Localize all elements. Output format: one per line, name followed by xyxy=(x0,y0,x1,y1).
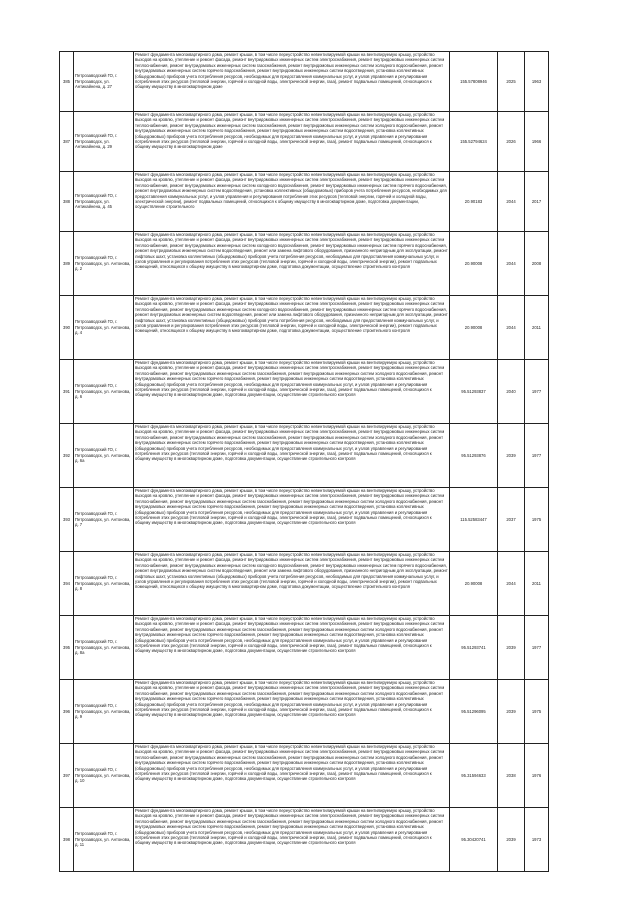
house-address: Петрозаводский ГО, г. Петрозаводск, ул. Антонова, д. 8 xyxy=(74,552,134,616)
repair-works: Ремонт фундамента многоквартирного дома, ремонт крыши, в том числе переустройство невентилируемой крыши на вентилируемую крышу, устройство выходов на кровлю, утепление и ремонт фасада, ремонт внутридомовых инженерных систем электроснабжения, ремонт внутридомовых инженерных систем теплоснабжения, ремонт внутридомовых инженерных систем газоснабжения, ремонт внутридомовых инженерных систем холодного водоснабжения, ремонт внутридомовых инженерных систем горячего водоснабжения, ремонт внутридомовых инженерных систем водоотведения, установка коллективных (общедомовых) приборов учета потребления ресурсов, необходимых для предоставления коммунальных услуг, и узлов управления и регулирования потребления этих ресурсов (тепловой энергии, горячей и холодной воды, электрической энергии, газа), ремонт подвальных помещений, относящихся к общему имуществу в многоквартирном доме xyxy=(134,112,450,172)
house-address: Петрозаводский ГО, г. Петрозаводск, ул. Антонова, д. 6а xyxy=(74,424,134,488)
house-address: Петрозаводский ГО, г. Петрозаводск, ул. Антикайнена, д. 27 xyxy=(74,52,134,112)
house-address: Петрозаводский ГО, г. Петрозаводск, ул. Антикайнена, д. 29 xyxy=(74,112,134,172)
house-address: Петрозаводский ГО, г. Петрозаводск, ул. Антонова, д. 4 xyxy=(74,296,134,360)
build-year: 1975 xyxy=(525,680,549,744)
table-row xyxy=(60,616,549,680)
house-code: 95.51293741 xyxy=(450,616,498,680)
table-row xyxy=(60,680,549,744)
row-number: 391 xyxy=(60,360,74,424)
planned-year: 2025 xyxy=(498,52,525,112)
repair-works: Ремонт фундамента многоквартирного дома, ремонт крыши, в том числе переустройство невентилируемой крыши на вентилируемую крышу, устройство выходов на кровлю, утепление и ремонт фасада, ремонт внутридомовых инженерных систем электроснабжения, ремонт внутридомовых инженерных систем теплоснабжения, ремонт внутридомовых инженерных систем газоснабжения, ремонт внутридомовых инженерных систем холодного водоснабжения, ремонт внутридомовых инженерных систем горячего водоснабжения, ремонт внутридомовых инженерных систем водоотведения, установка коллективных (общедомовых) приборов учета потребления ресурсов, необходимых для предоставления коммунальных услуг, и узлов управления и регулирования потребления этих ресурсов (тепловой энергии, горячей и холодной воды, электрической энергии, газа), ремонт подвальных помещений, относящихся к общему имуществу в многоквартирном доме, подготовка документации, осуществление строительного контроля xyxy=(134,424,450,488)
build-year: 1977 xyxy=(525,360,549,424)
row-number: 395 xyxy=(60,616,74,680)
house-code: 95.31594633 xyxy=(450,744,498,808)
house-code: 115.52583447 xyxy=(450,488,498,552)
table-row xyxy=(60,232,549,296)
repair-works: Ремонт фундамента многоквартирного дома, ремонт крыши, в том числе переустройство невентилируемой крыши на вентилируемую крышу, устройство выходов на кровлю, утепление и ремонт фасада, ремонт внутридомовых инженерных систем электроснабжения, ремонт внутридомовых инженерных систем теплоснабжения, ремонт внутридомовых инженерных систем холодного водоснабжения, ремонт внутридомовых инженерных систем горячего водоснабжения, ремонт внутридомовых инженерных систем водоотведения, ремонт или замена лифтового оборудования, признанного непригодным для эксплуатации, ремонт лифтовых шахт, установка коллективных (общедомовых) приборов учета потребления ресурсов, необходимых для предоставления коммунальных услуг, и узлов управления и регулирования потребления этих ресурсов (тепловой энергии, горячей и холодной воды, электрической энергии), ремонт подвальных помещений, относящихся к общему имуществу в многоквартирном доме, подготовка документации, осуществление строительного контроля xyxy=(134,296,450,360)
planned-year: 2026 xyxy=(498,112,525,172)
row-number: 398 xyxy=(60,808,74,872)
row-number: 390 xyxy=(60,296,74,360)
house-address: Петрозаводский ГО, г. Петрозаводск, ул. Антонова, д. 8а xyxy=(74,616,134,680)
planned-year: 2038 xyxy=(498,744,525,808)
table-row xyxy=(60,172,549,232)
table-row xyxy=(60,52,549,112)
house-address: Петрозаводский ГО, г. Петрозаводск, ул. Антикайнена, д. 45 xyxy=(74,172,134,232)
row-number: 385 xyxy=(60,52,74,112)
row-number: 388 xyxy=(60,172,74,232)
house-address: Петрозаводский ГО, г. Петрозаводск, ул. Антонова, д. 2 xyxy=(74,232,134,296)
house-code: 20.90008 xyxy=(450,232,498,296)
table-row xyxy=(60,424,549,488)
planned-year: 2044 xyxy=(498,232,525,296)
row-number: 392 xyxy=(60,424,74,488)
build-year: 2011 xyxy=(525,296,549,360)
house-code: 20.90008 xyxy=(450,296,498,360)
repair-works: Ремонт фундамента многоквартирного дома, ремонт крыши, в том числе переустройство невентилируемой крыши на вентилируемую крышу, устройство выходов на кровлю, утепление и ремонт фасада, ремонт внутридомовых инженерных систем электроснабжения, ремонт внутридомовых инженерных систем теплоснабжения, ремонт внутридомовых инженерных систем холодного водоснабжения, ремонт внутридомовых инженерных систем горячего водоснабжения, ремонт внутридомовых инженерных систем водоотведения, установка коллективных (общедомовых) приборов учета потребления ресурсов, необходимых для предоставления коммунальных услуг, и узлов управления и регулирования потребления этих ресурсов (тепловой энергии, горячей и холодной воды, электрической энергии), ремонт подвальных помещений, относящихся к общему имуществу в многоквартирном доме, подготовка документации, осуществление строительного xyxy=(134,172,450,232)
house-code: 95.51296095 xyxy=(450,680,498,744)
house-address: Петрозаводский ГО, г. Петрозаводск, ул. Антонова, д. 9 xyxy=(74,680,134,744)
house-code: 95.30420741 xyxy=(450,808,498,872)
repair-works: Ремонт фундамента многоквартирного дома, ремонт крыши, в том числе переустройство невентилируемой крыши на вентилируемую крышу, устройство выходов на кровлю, утепление и ремонт фасада, ремонт внутридомовых инженерных систем электроснабжения, ремонт внутридомовых инженерных систем теплоснабжения, ремонт внутридомовых инженерных систем газоснабжения, ремонт внутридомовых инженерных систем холодного водоснабжения, ремонт внутридомовых инженерных систем горячего водоснабжения, ремонт внутридомовых инженерных систем водоотведения, установка коллективных (общедомовых) приборов учета потребления ресурсов, необходимых для предоставления коммунальных услуг, и узлов управления и регулирования потребления этих ресурсов (тепловой энергии, горячей и холодной воды, электрической энергии, газа), ремонт подвальных помещений, относящихся к общему имуществу в многоквартирном доме, подготовка документации, осуществление строительного контроля xyxy=(134,360,450,424)
capital-repair-table xyxy=(59,51,549,872)
house-code: 20.90008 xyxy=(450,552,498,616)
table-row xyxy=(60,360,549,424)
table-row xyxy=(60,296,549,360)
table-row xyxy=(60,552,549,616)
build-year: 1963 xyxy=(525,52,549,112)
table-row xyxy=(60,808,549,872)
build-year: 2008 xyxy=(525,232,549,296)
repair-works: Ремонт фундамента многоквартирного дома, ремонт крыши, в том числе переустройство невентилируемой крыши на вентилируемую крышу, устройство выходов на кровлю, утепление и ремонт фасада, ремонт внутридомовых инженерных систем электроснабжения, ремонт внутридомовых инженерных систем теплоснабжения, ремонт внутридомовых инженерных систем газоснабжения, ремонт внутридомовых инженерных систем холодного водоснабжения, ремонт внутридомовых инженерных систем горячего водоснабжения, ремонт внутридомовых инженерных систем водоотведения, установка коллективных (общедомовых) приборов учета потребления ресурсов, необходимых для предоставления коммунальных услуг, и узлов управления и регулирования потребления этих ресурсов (тепловой энергии, горячей и холодной воды, электрической энергии, газа), ремонт подвальных помещений, относящихся к общему имуществу в многоквартирном доме, подготовка документации, осуществление строительного контроля xyxy=(134,808,450,872)
house-address: Петрозаводский ГО, г. Петрозаводск, ул. Антонова, д. 11 xyxy=(74,808,134,872)
build-year: 2011 xyxy=(525,552,549,616)
build-year: 1976 xyxy=(525,744,549,808)
house-address: Петрозаводский ГО, г. Петрозаводск, ул. Антонова, д. 6 xyxy=(74,360,134,424)
build-year: 2017 xyxy=(525,172,549,232)
planned-year: 2037 xyxy=(498,488,525,552)
build-year: 1977 xyxy=(525,616,549,680)
build-year: 1966 xyxy=(525,112,549,172)
house-code: 95.51293876 xyxy=(450,424,498,488)
build-year: 1975 xyxy=(525,488,549,552)
planned-year: 2040 xyxy=(498,360,525,424)
table-row xyxy=(60,488,549,552)
planned-year: 2039 xyxy=(498,808,525,872)
house-address: Петрозаводский ГО, г. Петрозаводск, ул. Антонова, д. 7 xyxy=(74,488,134,552)
row-number: 394 xyxy=(60,552,74,616)
row-number: 389 xyxy=(60,232,74,296)
build-year: 1977 xyxy=(525,424,549,488)
house-address: Петрозаводский ГО, г. Петрозаводск, ул. Антонова, д. 10 xyxy=(74,744,134,808)
planned-year: 2044 xyxy=(498,172,525,232)
build-year: 1973 xyxy=(525,808,549,872)
planned-year: 2039 xyxy=(498,616,525,680)
house-code: 155.57808946 xyxy=(450,52,498,112)
row-number: 396 xyxy=(60,680,74,744)
house-code: 95.51293837 xyxy=(450,360,498,424)
planned-year: 2044 xyxy=(498,296,525,360)
planned-year: 2044 xyxy=(498,552,525,616)
repair-works: Ремонт фундамента многоквартирного дома, ремонт крыши, в том числе переустройство невентилируемой крыши на вентилируемую крышу, устройство выходов на кровлю, утепление и ремонт фасада, ремонт внутридомовых инженерных систем электроснабжения, ремонт внутридомовых инженерных систем теплоснабжения, ремонт внутридомовых инженерных систем газоснабжения, ремонт внутридомовых инженерных систем холодного водоснабжения, ремонт внутридомовых инженерных систем горячего водоснабжения, ремонт внутридомовых инженерных систем водоотведения, установка коллективных (общедомовых) приборов учета потребления ресурсов, необходимых для предоставления коммунальных услуг, и узлов управления и регулирования потребления этих ресурсов (тепловой энергии, горячей и холодной воды, электрической энергии, газа), ремонт подвальных помещений, относящихся к общему имуществу в многоквартирном доме, подготовка документации, осуществление строительного контроля xyxy=(134,680,450,744)
repair-works: Ремонт фундамента многоквартирного дома, ремонт крыши, в том числе переустройство невентилируемой крыши на вентилируемую крышу, устройство выходов на кровлю, утепление и ремонт фасада, ремонт внутридомовых инженерных систем электроснабжения, ремонт внутридомовых инженерных систем теплоснабжения, ремонт внутридомовых инженерных систем холодного водоснабжения, ремонт внутридомовых инженерных систем горячего водоснабжения, ремонт внутридомовых инженерных систем водоотведения, ремонт или замена лифтового оборудования, признанного непригодным для эксплуатации, ремонт лифтовых шахт, установка коллективных (общедомовых) приборов учета потребления ресурсов, необходимых для предоставления коммунальных услуг, и узлов управления и регулирования потребления этих ресурсов (тепловой энергии, горячей и холодной воды, электрической энергии), ремонт подвальных помещений, относящихся к общему имуществу в многоквартирном доме, подготовка документации, осуществление строительного контроля xyxy=(134,552,450,616)
planned-year: 2039 xyxy=(498,424,525,488)
planned-year: 2039 xyxy=(498,680,525,744)
repair-works: Ремонт фундамента многоквартирного дома, ремонт крыши, в том числе переустройство невентилируемой крыши на вентилируемую крышу, устройство выходов на кровлю, утепление и ремонт фасада, ремонт внутридомовых инженерных систем электроснабжения, ремонт внутридомовых инженерных систем теплоснабжения, ремонт внутридомовых инженерных систем газоснабжения, ремонт внутридомовых инженерных систем холодного водоснабжения, ремонт внутридомовых инженерных систем горячего водоснабжения, ремонт внутридомовых инженерных систем водоотведения, установка коллективных (общедомовых) приборов учета потребления ресурсов, необходимых для предоставления коммунальных услуг, и узлов управления и регулирования потребления этих ресурсов (тепловой энергии, горячей и холодной воды, электрической энергии, газа), ремонт подвальных помещений, относящихся к общему имуществу в многоквартирном доме, подготовка документации, осуществление строительного контроля xyxy=(134,744,450,808)
house-code: 20.90183 xyxy=(450,172,498,232)
row-number: 393 xyxy=(60,488,74,552)
table-row xyxy=(60,112,549,172)
repair-works: Ремонт фундамента многоквартирного дома, ремонт крыши, в том числе переустройство невентилируемой крыши на вентилируемую крышу, устройство выходов на кровлю, утепление и ремонт фасада, ремонт внутридомовых инженерных систем электроснабжения, ремонт внутридомовых инженерных систем теплоснабжения, ремонт внутридомовых инженерных систем холодного водоснабжения, ремонт внутридомовых инженерных систем горячего водоснабжения, ремонт внутридомовых инженерных систем водоотведения, ремонт или замена лифтового оборудования, признанного непригодным для эксплуатации, ремонт лифтовых шахт, установка коллективных (общедомовых) приборов учета потребления ресурсов, необходимых для предоставления коммунальных услуг, и узлов управления и регулирования потребления этих ресурсов (тепловой энергии, горячей и холодной воды, электрической энергии), ремонт подвальных помещений, относящихся к общему имуществу в многоквартирном доме, подготовка документации, осуществление строительного контроля xyxy=(134,232,450,296)
repair-works: Ремонт фундамента многоквартирного дома, ремонт крыши, в том числе переустройство невентилируемой крыши на вентилируемую крышу, устройство выходов на кровлю, утепление и ремонт фасада, ремонт внутридомовых инженерных систем электроснабжения, ремонт внутридомовых инженерных систем теплоснабжения, ремонт внутридомовых инженерных систем газоснабжения, ремонт внутридомовых инженерных систем холодного водоснабжения, ремонт внутридомовых инженерных систем горячего водоснабжения, ремонт внутридомовых инженерных систем водоотведения, установка коллективных (общедомовых) приборов учета потребления ресурсов, необходимых для предоставления коммунальных услуг, и узлов управления и регулирования потребления этих ресурсов (тепловой энергии, горячей и холодной воды, электрической энергии, газа), ремонт подвальных помещений, относящихся к общему имуществу в многоквартирном доме xyxy=(134,52,450,112)
repair-works: Ремонт фундамента многоквартирного дома, ремонт крыши, в том числе переустройство невентилируемой крыши на вентилируемую крышу, устройство выходов на кровлю, утепление и ремонт фасада, ремонт внутридомовых инженерных систем электроснабжения, ремонт внутридомовых инженерных систем теплоснабжения, ремонт внутридомовых инженерных систем газоснабжения, ремонт внутридомовых инженерных систем холодного водоснабжения, ремонт внутридомовых инженерных систем горячего водоснабжения, ремонт внутридомовых инженерных систем водоотведения, установка коллективных (общедомовых) приборов учета потребления ресурсов, необходимых для предоставления коммунальных услуг, и узлов управления и регулирования потребления этих ресурсов (тепловой энергии, горячей и холодной воды, электрической энергии, газа), ремонт подвальных помещений, относящихся к общему имуществу в многоквартирном доме, подготовка документации, осуществление строительного контроля xyxy=(134,616,450,680)
table-row xyxy=(60,744,549,808)
house-code: 155.52794624 xyxy=(450,112,498,172)
repair-works: Ремонт фундамента многоквартирного дома, ремонт крыши, в том числе переустройство невентилируемой крыши на вентилируемую крышу, устройство выходов на кровлю, утепление и ремонт фасада, ремонт внутридомовых инженерных систем электроснабжения, ремонт внутридомовых инженерных систем теплоснабжения, ремонт внутридомовых инженерных систем газоснабжения, ремонт внутридомовых инженерных систем холодного водоснабжения, ремонт внутридомовых инженерных систем горячего водоснабжения, ремонт внутридомовых инженерных систем водоотведения, установка коллективных (общедомовых) приборов учета потребления ресурсов, необходимых для предоставления коммунальных услуг, и узлов управления и регулирования потребления этих ресурсов (тепловой энергии, горячей и холодной воды, электрической энергии, газа), ремонт подвальных помещений, относящихся к общему имуществу в многоквартирном доме, подготовка документации, осуществление строительного контроля xyxy=(134,488,450,552)
row-number: 397 xyxy=(60,744,74,808)
row-number: 387 xyxy=(60,112,74,172)
